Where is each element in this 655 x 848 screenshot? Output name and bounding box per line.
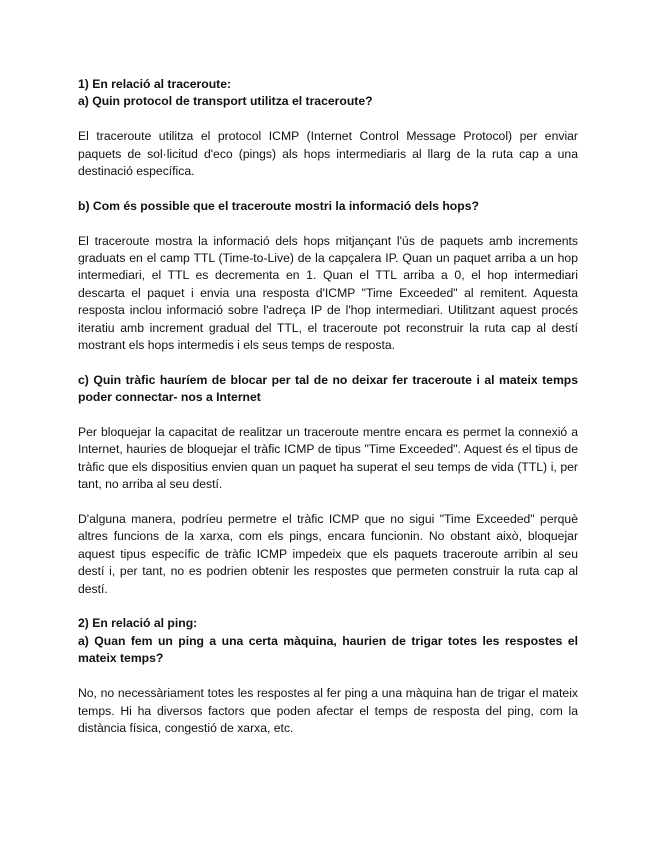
section-1-title: 1) En relació al traceroute: — [78, 77, 232, 91]
question-1c: c) Quin tràfic hauríem de blocar per tal de no deixar fer traceroute i al mateix temps poder connectar- nos a Internet — [78, 372, 578, 405]
answer-1c-paragraph-2: D'alguna manera, podríeu permetre el tràfic ICMP que no sigui "Time Exceeded" perquè altres funcions de la xarxa, com els pings, encara funcionin. No obstant això, bloquejar aquest tipus específic de tràfic ICMP impedeix que els paquets traceroute arribin al seu destí i, per tant, no es podrien obtenir les respostes que permeten construir la ruta cap al destí. — [78, 512, 578, 596]
answer-2a: No, no necessàriament totes les respostes al fer ping a una màquina han de trigar el mateix temps. Hi ha diversos factors que poden afectar el temps de resposta del ping, com la distància física, congestió de xarxa, etc. — [78, 686, 578, 735]
answer-1b: El traceroute mostra la informació dels hops mitjançant l'ús de paquets amb increments graduats en el camp TTL (Time-to-Live) de la capçalera IP. Quan un paquet arriba a un hop intermediari, el TTL es decrementa en 1. Quan el TTL arriba a 0, el hop intermediari descarta el paquet i envia una resposta d'ICMP "Time Exceeded" al remitent. Aquesta resposta inclou informació sobre l'adreça IP de l'hop intermediari. Utilitzant aquest procés iteratiu amb increment gradual del TTL, el traceroute pot reconstruir la ruta cap al destí mostrant els hops intermedis i els seus temps de resposta. — [78, 233, 578, 353]
answer-1c-paragraph-1: Per bloquejar la capacitat de realitzar un traceroute mentre encara es permet la connexió a Internet, hauries de bloquejar el tràfic ICMP de tipus "Time Exceeded". Aquest és el tipus de tràfic que els dispositius envien quan un paquet ha superat el seu temps de vida (TTL) i, per tant, no arriba al seu destí. — [78, 425, 578, 492]
question-2a: a) Quan fem un ping a una certa màquina, haurien de trigar totes les respostes el mateix temps? — [78, 633, 578, 666]
answer-1a: El traceroute utilitza el protocol ICMP (Internet Control Message Protocol) per enviar paquets de sol·licitud d'eco (pings) als hops intermediaris al llarg de la ruta cap a una destinació específica. — [78, 129, 578, 179]
question-1b: b) Com és possible que el traceroute mostri la informació dels hops? — [78, 198, 479, 213]
question-1a: a) Quin protocol de transport utilitza el traceroute? — [78, 94, 373, 109]
document-page — [78, 76, 578, 737]
section-2-title: 2) En relació al ping: — [78, 616, 198, 631]
